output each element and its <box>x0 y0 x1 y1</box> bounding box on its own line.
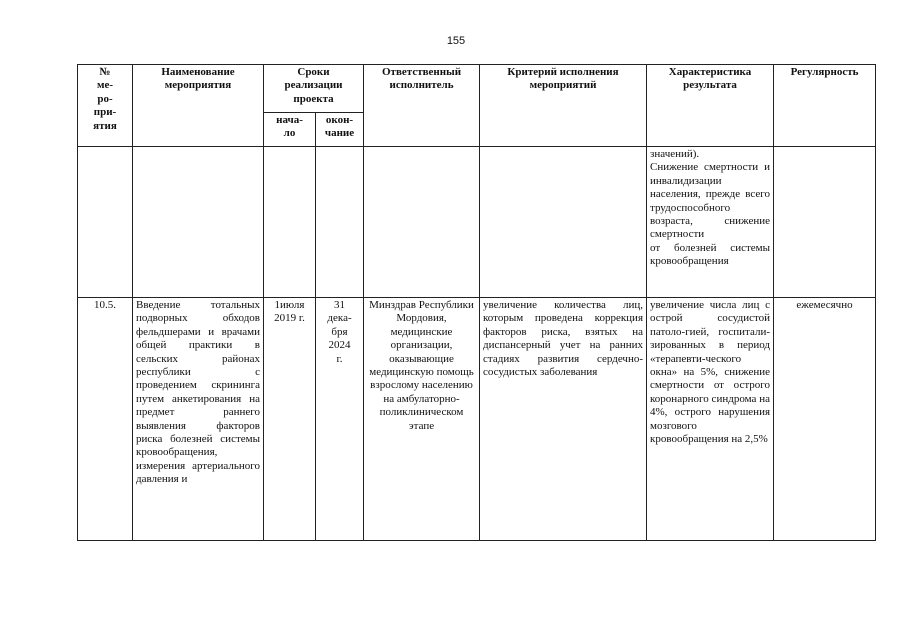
header-terms: Сроки реализации проекта <box>264 65 364 113</box>
header-end: окон- чание <box>316 113 364 147</box>
cell-regularity: ежемесячно <box>774 298 876 541</box>
cell-number: 10.5. <box>78 298 133 541</box>
cell-regularity <box>774 147 876 298</box>
header-measure-name: Наименование мероприятия <box>133 65 264 147</box>
header-responsible: Ответственный исполнитель <box>364 65 480 147</box>
cell-end: 31 дека- бря 2024 г. <box>316 298 364 541</box>
cell-result: увеличение числа лиц с острой сосудистой патоло-гией, госпитали-зированных в период «терапевти-ческого окна» на 5%, снижение смертности от острого коронарного синдрома на 4%, острого нарушения мозгового кровообращения на 2,5% <box>647 298 774 541</box>
cell-end <box>316 147 364 298</box>
cell-responsible <box>364 147 480 298</box>
header-row-1 <box>78 65 876 113</box>
header-regularity: Регулярность <box>774 65 876 147</box>
cell-number <box>78 147 133 298</box>
table-row <box>78 147 876 298</box>
cell-responsible: Минздрав Республики Мордовия, медицинские организации, оказывающие медицинскую помощь взрослому населению на амбулаторно-поликлиническом этапе <box>364 298 480 541</box>
header-start: нача- ло <box>264 113 316 147</box>
measures-table <box>77 64 876 541</box>
page-number: 155 <box>446 35 466 47</box>
cell-criterion <box>480 147 647 298</box>
cell-start: 1июля 2019 г. <box>264 298 316 541</box>
cell-measure-name <box>133 147 264 298</box>
header-number: № ме- ро- при- ятия <box>78 65 133 147</box>
header-criterion: Критерий исполнения мероприятий <box>480 65 647 147</box>
header-result: Характеристика результата <box>647 65 774 147</box>
table-row <box>78 298 876 541</box>
cell-start <box>264 147 316 298</box>
cell-measure-name: Введение тотальных подворных обходов фельдшерами и врачами общей практики в сельских районах республики с проведением скрининга путем анкетирования на предмет раннего выявления факторов риска болезней системы кровообращения, измерения артериального давления и <box>133 298 264 541</box>
cell-result: значений). Снижение смертности и инвалидизации населения, прежде всего трудоспособного возраста, снижение смертности от болезней системы кровообращения <box>647 147 774 298</box>
cell-criterion: увеличение количества лиц, которым проведена коррекция факторов риска, взятых на диспансерный учет на ранних стадиях развития сердечно-сосудистых заболевания <box>480 298 647 541</box>
